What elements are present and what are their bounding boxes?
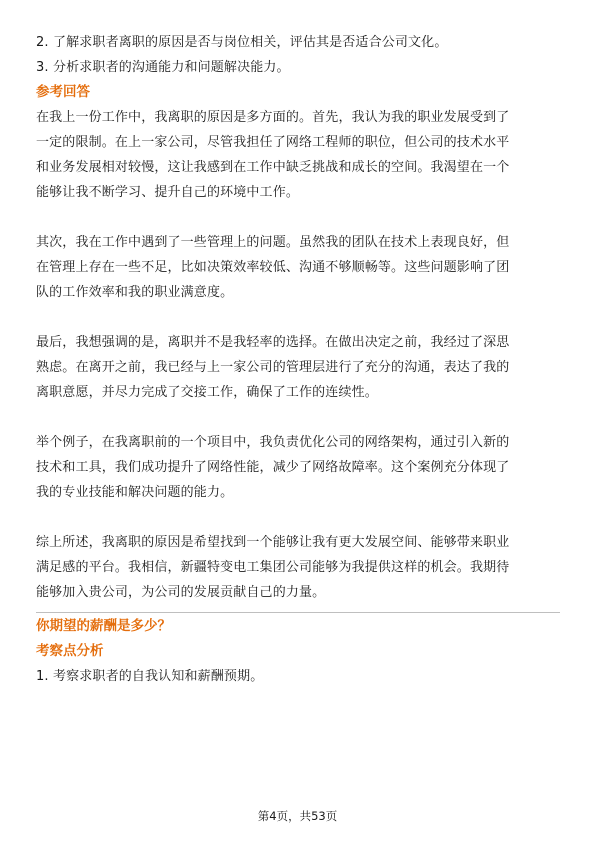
paragraph-line: 在管理上存在一些不足，比如决策效率较低、沟通不够顺畅等。这些问题影响了团 <box>36 260 510 275</box>
answer-heading: 参考回答 <box>36 84 90 100</box>
paragraph-line: 举个例子，在我离职前的一个项目中，我负责优化公司的网络架构，通过引入新的 <box>36 435 510 450</box>
paragraph-line: 队的工作效率和我的职业满意度。 <box>36 285 234 300</box>
page-footer: 第4页，共53页 <box>257 809 338 823</box>
answer-paragraph <box>36 230 560 305</box>
paragraph-line: 离职意愿，并尽力完成了交接工作，确保了工作的连续性。 <box>36 385 378 400</box>
paragraph-line: 满足感的平台。我相信，新疆特变电工集团公司能够为我提供这样的机会。我期待 <box>36 560 510 575</box>
paragraph-line: 在我上一份工作中，我离职的原因是多方面的。首先，我认为我的职业发展受到了 <box>36 110 510 125</box>
paragraph-line: 技术和工具，我们成功提升了网络性能，减少了网络故障率。这个案例充分体现了 <box>36 460 510 475</box>
document-page <box>36 30 560 689</box>
list-item: 1. 考察求职者的自我认知和薪酬预期。 <box>36 669 264 684</box>
paragraph-line: 我的专业技能和解决问题的能力。 <box>36 485 234 500</box>
question-heading: 你期望的薪酬是多少？ <box>36 618 171 634</box>
paragraph-line: 能够让我不断学习、提升自己的环境中工作。 <box>36 185 300 200</box>
paragraph-line: 最后，我想强调的是，离职并不是我轻率的选择。在做出决定之前，我经过了深思 <box>36 335 510 350</box>
paragraph-line: 能够加入贵公司，为公司的发展贡献自己的力量。 <box>36 585 326 600</box>
paragraph-line: 和业务发展相对较慢，这让我感到在工作中缺乏挑战和成长的空间。我渴望在一个 <box>36 160 510 175</box>
answer-paragraph <box>36 105 560 205</box>
paragraph-line: 一定的限制。在上一家公司，尽管我担任了网络工程师的职位，但公司的技术水平 <box>36 135 510 150</box>
answer-paragraph <box>36 330 560 405</box>
answer-paragraph <box>36 430 560 505</box>
list-item: 3. 分析求职者的沟通能力和问题解决能力。 <box>36 60 290 75</box>
paragraph-line: 熟虑。在离开之前，我已经与上一家公司的管理层进行了充分的沟通，表达了我的 <box>36 360 510 375</box>
paragraph-line: 其次，我在工作中遇到了一些管理上的问题。虽然我的团队在技术上表现良好，但 <box>36 235 510 250</box>
analysis-heading: 考察点分析 <box>36 643 104 659</box>
section-divider <box>36 612 560 613</box>
paragraph-line: 综上所述，我离职的原因是希望找到一个能够让我有更大发展空间、能够带来职业 <box>36 535 510 550</box>
answer-paragraph <box>36 530 560 605</box>
list-item: 2. 了解求职者离职的原因是否与岗位相关，评估其是否适合公司文化。 <box>36 35 448 50</box>
